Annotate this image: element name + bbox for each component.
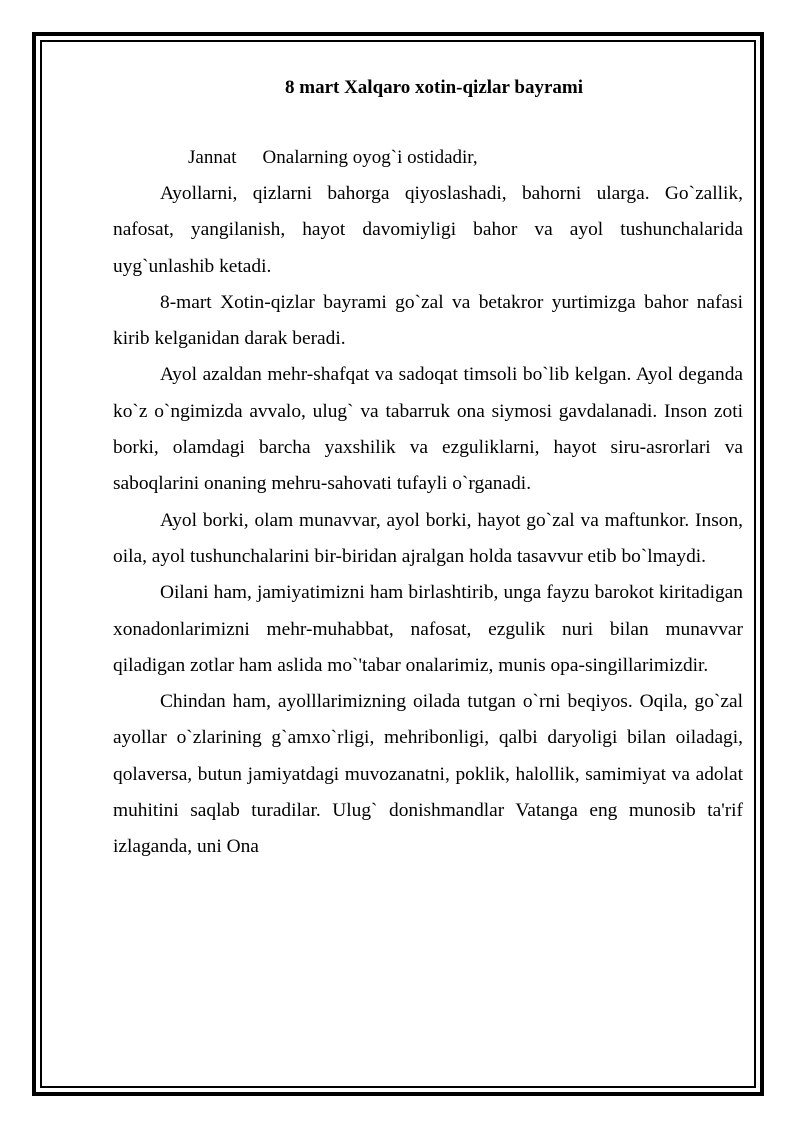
paragraph-2: 8-mart Xotin-qizlar bayrami go`zal va betakror yurtimizga bahor nafasi kirib kelganidan darak beradi. [113,291,743,350]
paragraph-6: Chindan ham, ayolllarimizning oilada tutgan o`rni beqiyos. Oqila, go`zal ayollar o`zlarining g`amxo`rligi, mehribonligi, qalbi daryoligi bilan oiladagi, qolaversa, butun jamiyatdagi muvozanatni, poklik, halollik, samimiyat va adolat muhitini saqlab turadilar. Ulug` donishmandlar Vatanga eng munosib ta'rif izlaganda, uni Ona [113,691,743,858]
epigraph-text: Onalarning oyog`i ostidadir, [262,147,478,168]
paragraph-3: Ayol azaldan mehr-shafqat va sadoqat timsoli bo`lib kelgan. Ayol deganda ko`z o`ngimizda avvalo, ulug` va tabarruk ona siymosi gavdalanadi. Inson zoti borki, olamdagi barcha yaxshilik va ezguliklarni, hayot siru-asrorlari va saboqlarini onaning mehru-sahovati tufayli o`rganadi. [113,364,743,495]
document-body [113,74,743,866]
epigraph-word: Jannat [188,147,237,168]
paragraph-1: Ayollarni, qizlarni bahorga qiyoslashadi, bahorni ularga. Go`zallik, nafosat, yangilanish, hayot davomiyligi bahor va ayol tushunchalarida uyg`unlashib ketadi. [113,183,743,277]
epigraph-line [113,140,743,176]
paragraph-4: Ayol borki, olam munavvar, ayol borki, hayot go`zal va maftunkor. Inson, oila, ayol tushunchalarini bir-biridan ajralgan holda tasavvur etib bo`lmaydi. [113,509,743,567]
document-title: 8 mart Xalqaro xotin-qizlar bayrami [285,77,583,98]
paragraph-5: Oilani ham, jamiyatimizni ham birlashtirib, unga fayzu barokot kiritadigan xonadonlarimizni mehr-muhabbat, nafosat, ezgulik nuri bilan munavvar qiladigan zotlar ham aslida mo`'tabar onalarimiz, munis opa-singillarimizdir. [113,582,743,676]
